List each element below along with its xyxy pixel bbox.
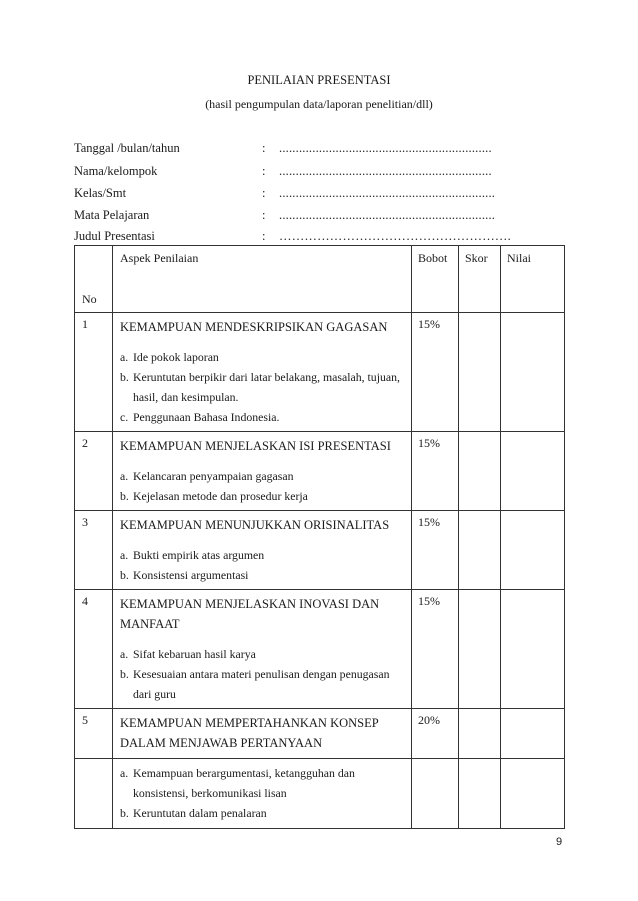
field-label: Tanggal /bulan/tahun: [74, 141, 180, 155]
item-text: Sifat kebaruan hasil karya: [133, 647, 256, 661]
assessment-table: [74, 245, 565, 829]
header-bobot: Bobot: [412, 246, 459, 313]
list-item: [120, 763, 407, 803]
item-marker: a.: [120, 469, 129, 483]
row-skor-cell[interactable]: [459, 432, 501, 511]
list-item: [120, 367, 407, 407]
field-mata-pelajaran: [74, 208, 554, 226]
field-blank: ................................................................: [279, 141, 492, 155]
header-aspek: Aspek Penilaian: [113, 246, 412, 313]
table-row: [75, 709, 565, 759]
item-marker: b.: [120, 667, 129, 681]
row-nilai-cell[interactable]: [501, 709, 565, 759]
row-skor-cell[interactable]: [459, 313, 501, 432]
table-header-row: [75, 246, 565, 313]
list-item: [120, 486, 407, 506]
row-bobot: 15%: [412, 313, 459, 432]
row-number: 1: [75, 313, 113, 432]
criterion-title: KEMAMPUAN MENJELASKAN INOVASI DAN MANFAAT: [120, 597, 380, 631]
criterion-title: KEMAMPUAN MENJELASKAN ISI PRESENTASI: [120, 439, 391, 453]
header-no-label: No: [82, 292, 97, 306]
item-marker: b.: [120, 568, 129, 582]
row-skor-cell[interactable]: [459, 759, 501, 829]
criterion-items: [120, 347, 407, 427]
row-number: 3: [75, 511, 113, 590]
row-aspect: [113, 709, 412, 759]
item-text: Ide pokok laporan: [133, 350, 219, 364]
row-number: 4: [75, 590, 113, 709]
field-tanggal: [74, 141, 554, 159]
item-text: Kesesuaian antara materi penulisan dengan penugasan dari guru: [133, 667, 390, 701]
item-text: Penggunaan Bahasa Indonesia.: [133, 410, 280, 424]
row-nilai-cell[interactable]: [501, 511, 565, 590]
row-bobot: 15%: [412, 590, 459, 709]
header-no: [75, 246, 113, 313]
list-item: [120, 347, 407, 367]
field-colon: :: [262, 208, 266, 222]
field-blank: .................................................................: [279, 186, 496, 200]
row-number: 2: [75, 432, 113, 511]
field-label: Judul Presentasi: [74, 229, 155, 243]
row-aspect: [113, 313, 412, 432]
item-marker: a.: [120, 647, 129, 661]
row-aspect: [113, 590, 412, 709]
field-colon: :: [262, 229, 266, 243]
field-colon: :: [262, 186, 266, 200]
row-nilai-cell[interactable]: [501, 313, 565, 432]
field-label: Mata Pelajaran: [74, 208, 150, 222]
list-item: [120, 545, 407, 565]
list-item: [120, 644, 407, 664]
row-bobot: 15%: [412, 432, 459, 511]
row-nilai-cell[interactable]: [501, 432, 565, 511]
row-skor-cell[interactable]: [459, 511, 501, 590]
item-marker: b.: [120, 489, 129, 503]
page-subtitle: (hasil pengumpulan data/laporan penelitian/dll): [205, 97, 433, 111]
page-title: PENILAIAN PRESENTASI: [247, 73, 391, 87]
header-skor: Skor: [459, 246, 501, 313]
criterion-items: [120, 545, 407, 585]
field-kelas-smt: [74, 186, 554, 204]
header-nilai: Nilai: [501, 246, 565, 313]
item-marker: c.: [120, 410, 129, 424]
row-bobot: 15%: [412, 511, 459, 590]
row-bobot: 20%: [412, 709, 459, 759]
criterion-title: KEMAMPUAN MENUNJUKKAN ORISINALITAS: [120, 518, 390, 532]
item-text: Keruntutan dalam penalaran: [133, 806, 267, 820]
item-marker: b.: [120, 806, 129, 820]
field-blank: .................................................................: [279, 208, 496, 222]
field-colon: :: [262, 164, 266, 178]
row-aspect: [113, 432, 412, 511]
item-marker: a.: [120, 350, 129, 364]
list-item: [120, 407, 407, 427]
table-row: [75, 511, 565, 590]
table-row: [75, 432, 565, 511]
table-row: [75, 313, 565, 432]
row-skor-cell[interactable]: [459, 590, 501, 709]
table-row: [75, 759, 565, 829]
item-text: Kelancaran penyampaian gagasan: [133, 469, 294, 483]
criterion-title: KEMAMPUAN MENDESKRIPSIKAN GAGASAN: [120, 320, 388, 334]
field-label: Nama/kelompok: [74, 164, 158, 178]
list-item: [120, 466, 407, 486]
row-skor-cell[interactable]: [459, 709, 501, 759]
table-row: [75, 590, 565, 709]
list-item: [120, 803, 407, 823]
row-aspect: [113, 759, 412, 829]
item-text: Keruntutan berpikir dari latar belakang, masalah, tujuan, hasil, dan kesimpulan.: [133, 370, 400, 404]
field-colon: :: [262, 141, 266, 155]
field-blank: ……………………………………………….: [279, 229, 511, 243]
item-marker: a.: [120, 548, 129, 562]
row-nilai-cell[interactable]: [501, 759, 565, 829]
field-nama-kelompok: [74, 164, 554, 182]
row-number-empty: [75, 759, 113, 829]
row-aspect: [113, 511, 412, 590]
item-text: Konsistensi argumentasi: [133, 568, 249, 582]
row-nilai-cell[interactable]: [501, 590, 565, 709]
item-text: Kemampuan berargumentasi, ketangguhan dan konsistensi, berkomunikasi lisan: [133, 766, 355, 800]
field-label: Kelas/Smt: [74, 186, 127, 200]
criterion-title: KEMAMPUAN MEMPERTAHANKAN KONSEP DALAM MENJAWAB PERTANYAAN: [120, 716, 379, 750]
criterion-items: [120, 644, 407, 704]
criterion-items: [120, 763, 407, 823]
item-text: Kejelasan metode dan prosedur kerja: [133, 489, 308, 503]
row-bobot-empty: [412, 759, 459, 829]
list-item: [120, 664, 407, 704]
page-number: 9: [556, 836, 563, 848]
item-marker: b.: [120, 370, 129, 384]
item-marker: a.: [120, 766, 129, 780]
list-item: [120, 565, 407, 585]
criterion-items: [120, 466, 407, 506]
field-blank: ................................................................: [279, 164, 492, 178]
item-text: Bukti empirik atas argumen: [133, 548, 265, 562]
row-number: 5: [75, 709, 113, 759]
